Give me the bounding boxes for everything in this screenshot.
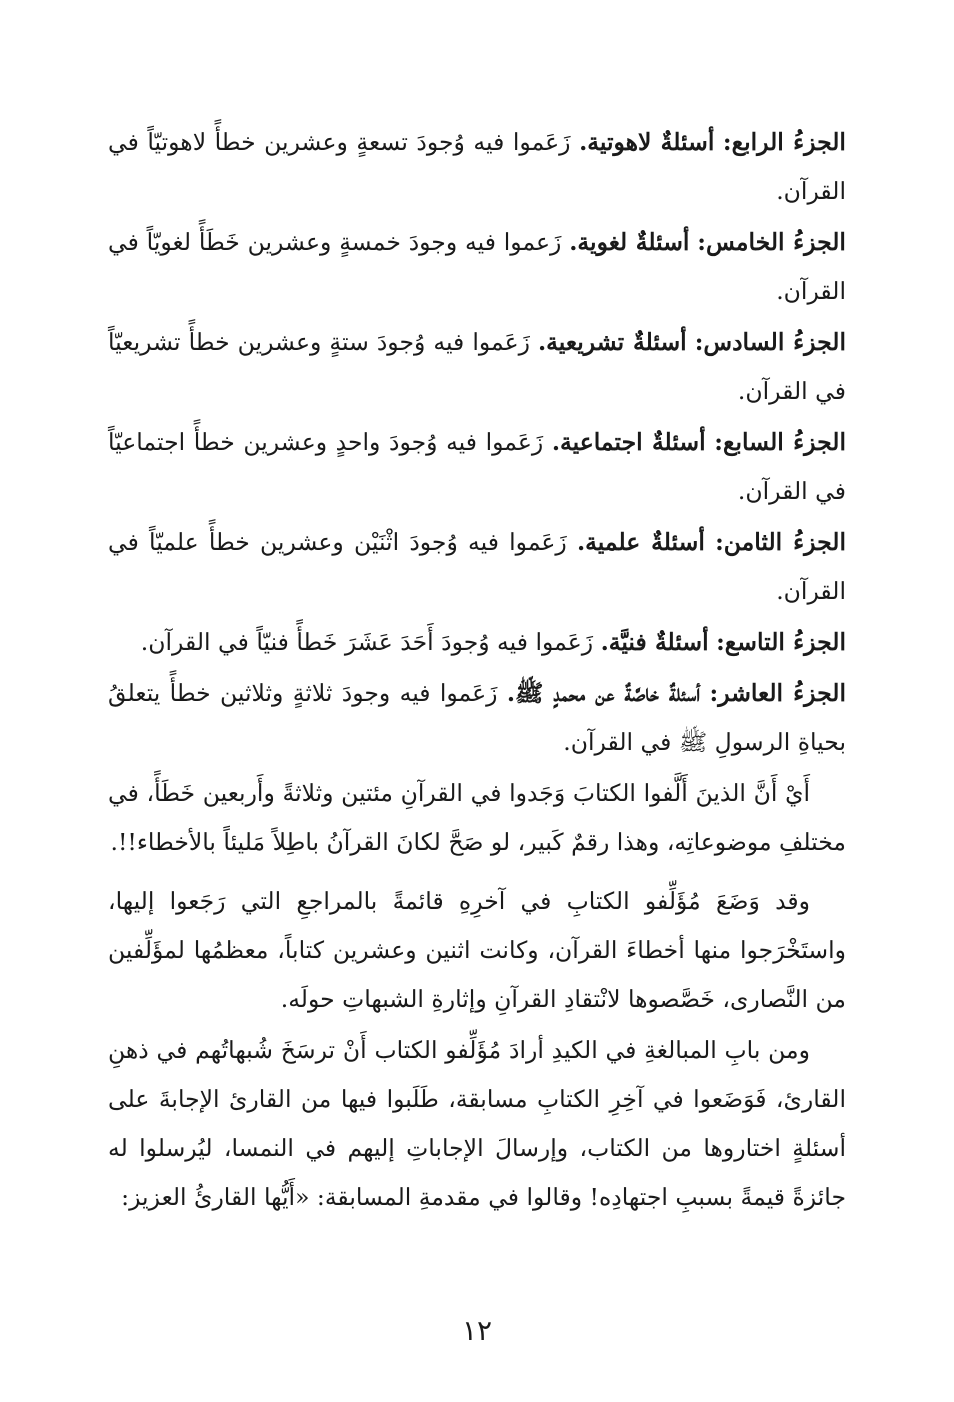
part-four-paragraph	[108, 118, 846, 216]
part-description: زَعَموا فيه وجودَ ثلاثةٍ وثلاثين خطأً يتعلقُ بحياةِ الرسولِ ﷺ في القرآن.	[108, 679, 846, 756]
part-title: أسئلةٌ تشريعية.	[538, 328, 687, 356]
part-five-paragraph	[108, 218, 846, 316]
part-description: زَعَموا فيه وُجودَ واحدٍ وعشرين خطأً اجتماعيّاً في القرآن.	[108, 428, 846, 505]
part-six-paragraph	[108, 318, 846, 416]
part-label: الجزءُ الرابع:	[722, 128, 846, 156]
part-label: الجزءُ العاشر:	[709, 679, 846, 707]
part-label: الجزءُ التاسع:	[716, 628, 846, 656]
competition-paragraph: ومن بابِ المبالغةِ في الكيدِ أرادَ مُؤَلِّفو الكتاب أَنْ ترسَخَ شُبهاتُهم في ذهنِ القارئ، فَوَضَعوا في آخِرِ الكتابِ مسابقة، طَلَبوا فيها من القارئ الإجابةَ على أسئلةٍ اختاروها من الكتاب، وإرسالَ الإجاباتِ إليهم في النمسا، ليُرسلوا له جائزةً قيمةً بسببِ اجتهادِه! وقالوا في مقدمةِ المسابقة: «أَيُّها القارئُ العزيز:	[108, 1036, 846, 1211]
part-title: أسئلةٌ اجتماعية.	[551, 428, 706, 456]
part-title: أسئلةٌ فنيَّة.	[600, 628, 709, 656]
part-title: أسئلةٌ لاهوتية.	[579, 128, 715, 156]
part-nine-paragraph	[108, 618, 846, 667]
references-paragraph: وقد وَضَعَ مُؤَلِّفو الكتابِ في آخرِهِ قائمةً بالمراجعِ التي رَجَعوا إليها، واستَخْرَجوا منها أخطاءَ القرآن، وكانت اثنين وعشرين كتاباً، معظمُها لمؤَلِّفين من النَّصارى، خَصَّصوها لانْتقادِ القرآنِ وإثارةِ الشبهاتِ حولَه.	[108, 887, 846, 1013]
part-seven-paragraph	[108, 418, 846, 516]
part-description: زَعَموا فيه وُجودَ اثْنَيْن وعشرين خطأً علميّاً في القرآن.	[108, 528, 846, 605]
page-number: ١٢	[461, 1314, 493, 1347]
part-ten-paragraph	[108, 669, 846, 767]
part-title: أسئلةٌ علمية.	[577, 528, 705, 556]
part-label: الجزءُ السابع:	[714, 428, 846, 456]
part-description: زَعموا فيه وجودَ خمسةٍ وعشرين خَطَأً لغويّاً في القرآن.	[108, 228, 846, 305]
part-label: الجزءُ السادس:	[694, 328, 846, 356]
part-label: الجزءُ الثامن:	[715, 528, 846, 556]
part-label: الجزءُ الخامس:	[697, 228, 846, 256]
part-eight-paragraph	[108, 518, 846, 616]
part-description: زَعَموا فيه وُجودَ تسعةٍ وعشرين خطأً لاهوتيّاً في القرآن.	[108, 128, 846, 205]
part-title: أسئلةٌ لغوية.	[569, 228, 690, 256]
part-description: زَعَموا فيه وُجودَ ستةٍ وعشرين خطأً تشريعيّاً في القرآن.	[108, 328, 846, 405]
part-title: أسئلةٌ خاصَّةٌ عن محمدٍ ﷺ.	[506, 679, 701, 707]
part-description: زَعَموا فيه وُجودَ أَحَدَ عَشَرَ خَطأً فنيّاً في القرآن.	[140, 628, 594, 656]
page-body	[108, 118, 846, 1222]
summary-paragraph: أَيْ أَنَّ الذينَ أَلَّفوا الكتابَ وَجَدوا في القرآنِ مئتين وثلاثةً وأَربعين خَطَأً، في مختلفِ موضوعاتِه، وهذا رقمٌ كَبير، لو صَحَّ لكانَ القرآنُ باطِلاً مَليئاً بالأخطاء!!.	[108, 779, 846, 856]
